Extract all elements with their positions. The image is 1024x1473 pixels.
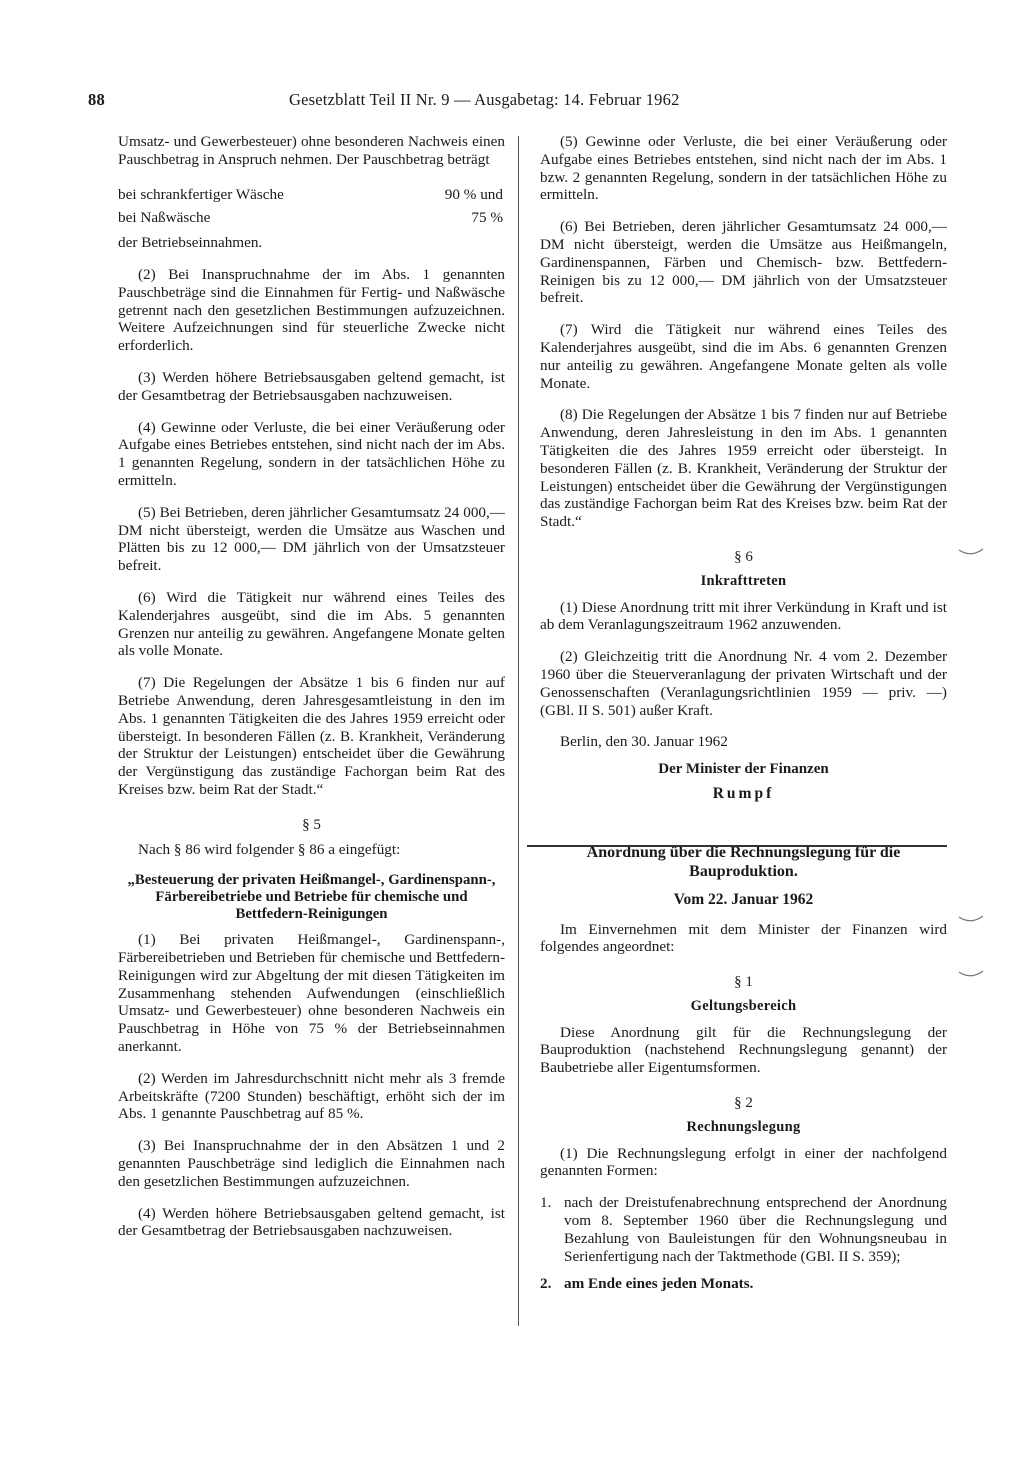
margin-mark bbox=[958, 970, 984, 980]
document-separator-rule bbox=[527, 845, 947, 847]
paragraph-intro: Umsatz- und Gewerbesteuer) ohne besonderen Nachweis einen Pauschbetrag in Anspruch nehmen. Der Pauschbetrag beträgt bbox=[118, 133, 505, 168]
margin-mark bbox=[958, 915, 984, 925]
right-paragraph-8: (8) Die Regelungen der Absätze 1 bis 7 finden nur auf Betriebe Anwendung, deren Jahresleistung in den im Abs. 1 genannten Tätigkeiten die des Jahres 1959 erreicht oder übersteigt. In besonderen Fällen (z. B. Krankheit, Veränderung der Struktur der Leistungen) entscheidet über die Gewährung der Vergünstigungen das zuständige Fachorgan beim Rat des Kreises bzw. beim Rat der Stadt.“ bbox=[540, 406, 947, 531]
section-5-intro: Nach § 86 wird folgender § 86 a eingefügt: bbox=[138, 840, 401, 858]
rate-table bbox=[118, 183, 505, 231]
forms-list bbox=[540, 1194, 947, 1293]
section-1-paragraph: Diese Anordnung gilt für die Rechnungslegung der Bauproduktion (nachstehend Rechnungslegung genannt) der Baubetriebe aller Eigentumsformen. bbox=[540, 1023, 947, 1077]
section-5-paragraph-1: (1) Bei privaten Heißmangel-, Gardinenspann-, Färbereibetrieben und Betrieben für chemische und Bettfedern-Reinigungen wird zur Abgeltung der mit diesen Tätigkeiten im Zusammenhang stehenden Aufwendungen (einschließlich Umsatz- und Gewerbesteuer) ohne besonderen Nachweis ein Pauschbetrag in Höhe von 75 % der Betriebseinnahmen anerkannt. bbox=[118, 931, 505, 1056]
paragraph-rates-end: der Betriebseinnahmen. bbox=[118, 234, 263, 252]
rate-row bbox=[118, 183, 505, 207]
rate-label: bei schrankfertiger Wäsche bbox=[118, 185, 284, 203]
right-column bbox=[540, 133, 947, 1303]
signature-block bbox=[540, 761, 947, 803]
section-5-title: „Besteuerung der privaten Heißmangel-, Gardinenspann-, Färbereibetriebe und Betriebe für chemische und Bettfedern-Reinigungen bbox=[127, 872, 496, 923]
paragraph-4: (4) Gewinne oder Verluste, die bei einer Veräußerung oder Aufgabe eines Betriebes entstehen, sind nicht nach der im Abs. 1 genannten Regelung, sondern in der tatsächlichen Höhe zu ermitteln. bbox=[118, 418, 505, 489]
rate-row bbox=[118, 206, 505, 230]
section-1-number: § 1 bbox=[734, 974, 753, 991]
section-5-paragraph-2: (2) Werden im Jahresdurchschnitt nicht mehr als 3 fremde Arbeitskräfte (7200 Stunden) beschäftigt, erhöht sich der im Abs. 1 genannte Pauschbetrag auf 85 %. bbox=[118, 1069, 505, 1123]
column-divider bbox=[518, 136, 519, 1326]
page-header-title: Gesetzblatt Teil II Nr. 9 — Ausgabetag: 14. Februar 1962 bbox=[289, 90, 680, 109]
section-5-number: § 5 bbox=[302, 816, 321, 833]
left-column bbox=[118, 133, 505, 1254]
place-date: Berlin, den 30. Januar 1962 bbox=[560, 733, 728, 751]
section-6-title: Inkrafttreten bbox=[700, 572, 787, 589]
section-2-number: § 2 bbox=[734, 1095, 753, 1112]
page-header bbox=[88, 90, 948, 116]
section-2-paragraph-1: (1) Die Rechnungslegung erfolgt in einer der nachfolgend genannten Formen: bbox=[540, 1144, 947, 1180]
section-6-number: § 6 bbox=[734, 548, 753, 565]
list-item-number: 1. bbox=[540, 1194, 552, 1212]
paragraph-7: (7) Die Regelungen der Absätze 1 bis 6 finden nur auf Betriebe Anwendung, deren Jahresgesamtleistung in den im Abs. 1 genannten Tätigkeiten die des Jahres 1959 erreicht oder übersteigt. In besonderen Fällen (z. B. Krankheit, Veränderung der Struktur der Leistungen) entscheidet über die Gewährung der Vergünstigung das zuständige Fachorgan beim Rat des Kreises bzw. beim Rat der Stadt.“ bbox=[118, 674, 505, 798]
right-paragraph-5: (5) Gewinne oder Verluste, die bei einer Veräußerung oder Aufgabe eines Betriebes entstehen, sind nicht nach der im Abs. 1 bzw. 2 genannten Regelung, sondern in der tatsächlichen Höhe zu ermitteln. bbox=[540, 133, 947, 204]
document-date: Vom 22. Januar 1962 bbox=[673, 890, 814, 908]
signer-title: Der Minister der Finanzen bbox=[658, 761, 829, 778]
list-item-text: nach der Dreistufenabrechnung entsprechend der Anordnung vom 8. September 1960 über die Rechnungslegung und Bezahlung von Bauleistungen für den Wohnungsneubau in Serienfertigung nach der Taktmethode (GBl. II S. 359); bbox=[564, 1194, 947, 1265]
document-intro: Im Einvernehmen mit dem Minister der Finanzen wird folgendes angeordnet: bbox=[540, 920, 947, 956]
list-item bbox=[540, 1194, 947, 1265]
right-paragraph-6: (6) Bei Betrieben, deren jährlicher Gesamtumsatz 24 000,— DM nicht übersteigt, werden die Umsätze aus Heißmangeln, Gardinenspannen, Färben und Chemisch- bzw. Bettfedern-Reinigen bis zu 12 000,— DM jährlich von der Umsatzsteuer befreit. bbox=[540, 218, 947, 307]
section-6-paragraph-1: (1) Diese Anordnung tritt mit ihrer Verkündung in Kraft und ist ab dem Veranlagungszeitraum 1962 anzuwenden. bbox=[540, 598, 947, 634]
signer-name: Rumpf bbox=[712, 784, 775, 802]
paragraph-2: (2) Bei Inanspruchnahme der im Abs. 1 genannten Pauschbeträge sind die Einnahmen für Fertig- und Naßwäsche getrennt nach den gesetzlichen Bestimmungen aufzuzeichnen. Weitere Aufzeichnungen sind für steuerliche Zwecke nicht erforderlich. bbox=[118, 265, 505, 355]
section-2-title: Rechnungslegung bbox=[686, 1118, 801, 1135]
section-1-title: Geltungsbereich bbox=[690, 997, 797, 1014]
list-item-number: 2. bbox=[540, 1275, 552, 1293]
document-title: Anordnung über die Rechnungslegung für die Bauproduktion. bbox=[586, 843, 901, 880]
list-item-text: am Ende eines jeden Monats. bbox=[564, 1275, 754, 1293]
rate-label: bei Naßwäsche bbox=[118, 209, 211, 227]
section-6-paragraph-2: (2) Gleichzeitig tritt die Anordnung Nr. 4 vom 2. Dezember 1960 über die Steuerveranlagung der privaten Wirtschaft und der Genossenschaften (Veranlagungsrichtlinien 1959 — priv. —) (GBl. II S. 501) außer Kraft. bbox=[540, 648, 947, 719]
right-paragraph-7: (7) Wird die Tätigkeit nur während eines Teiles des Kalenderjahres ausgeübt, sind die im Abs. 6 genannten Grenzen nur anteilig zu gewähren. Angefangene Monate gelten als volle Monate. bbox=[540, 321, 947, 392]
section-5-paragraph-4: (4) Werden höhere Betriebsausgaben geltend gemacht, ist der Gesamtbetrag der Betriebsausgaben nachzuweisen. bbox=[118, 1204, 505, 1240]
paragraph-5: (5) Bei Betrieben, deren jährlicher Gesamtumsatz 24 000,— DM nicht übersteigt, werden die Umsätze aus Waschen und Plätten bis zu 12 000,— DM jährlich von der Umsatzsteuer befreit. bbox=[118, 503, 505, 575]
page-number: 88 bbox=[88, 90, 105, 109]
rate-value: 75 % bbox=[471, 209, 503, 227]
margin-mark bbox=[958, 548, 984, 558]
rate-value: 90 % und bbox=[444, 185, 503, 203]
paragraph-6: (6) Wird die Tätigkeit nur während eines Teiles des Kalenderjahres ausgeübt, sind die im Abs. 5 genannten Grenzen nur anteilig zu gewähren. Angefangene Monate gelten als volle Monate. bbox=[118, 588, 505, 660]
section-5-paragraph-3: (3) Bei Inanspruchnahme der in den Absätzen 1 und 2 genannten Pauschbeträge sind lediglich die Einnahmen nach den gesetzlichen Bestimmungen aufzuzeichnen. bbox=[118, 1137, 505, 1190]
paragraph-3: (3) Werden höhere Betriebsausgaben geltend gemacht, ist der Gesamtbetrag der Betriebsausgaben nachzuweisen. bbox=[118, 368, 505, 404]
list-item bbox=[540, 1275, 947, 1293]
